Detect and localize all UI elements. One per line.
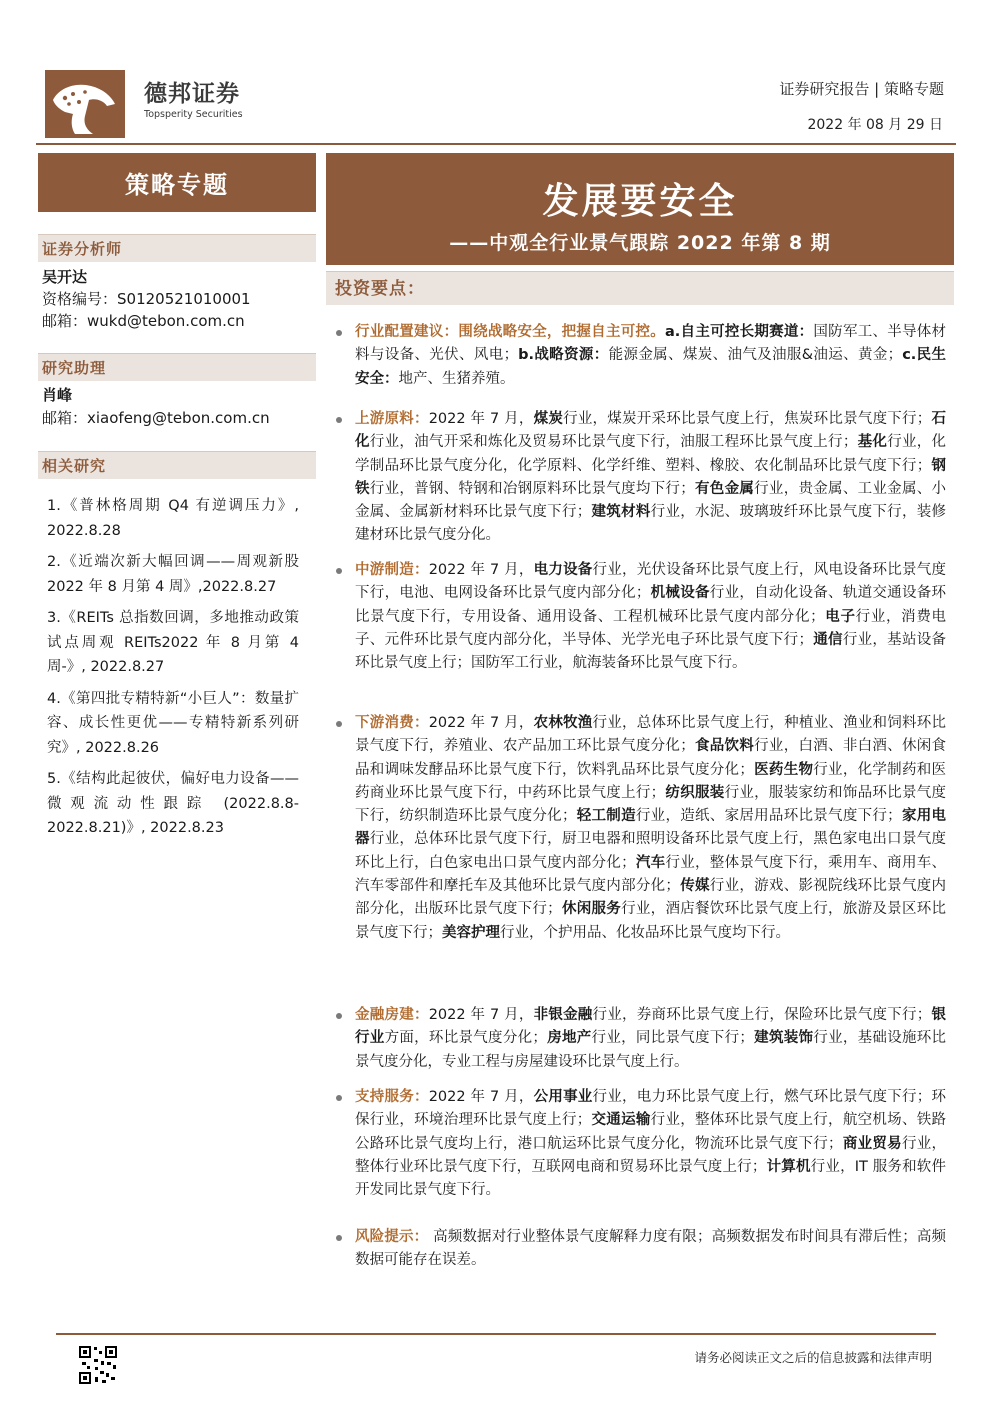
related-research-item[interactable]: 5.《结构此起彼伏，偏好电力设备——微观流动性跟踪 (2022.8.8-2022.8.21)》, 2022.8.23 — [47, 771, 299, 836]
bullet-segment: 行业，个护用品、化妆品环比景气度均下行。 — [500, 924, 790, 941]
bullet-keyword: a.自主可控长期赛道： — [665, 324, 814, 340]
bullet-keyword: 农林牧渔 — [533, 715, 593, 731]
bullet-segment: 行业，电力环比景气度上行，燃气环比景气度下行；环保行业，环境治理环比景气度上行； — [355, 1089, 947, 1129]
bullet-segment: 行业，消费电子、元件环比景气度内部分化，半导体、光学光电子环比景气度下行； — [355, 608, 947, 648]
bullet-segment: 行业，整体环比景气度上行，航空机场、铁路公路环比景气度均上行，港口航运环比景气度分化，物流环比景气度下行； — [355, 1112, 947, 1152]
analyst-name: 吴开达 — [42, 268, 88, 286]
bullet-lead: 支持服务： — [355, 1089, 429, 1105]
bullet-text — [355, 1004, 946, 1074]
bullet-keyword: 非银金融 — [533, 1007, 593, 1023]
bullet-keyword: c.民生安全： — [355, 347, 947, 387]
bullet-keyword: 机械设备 — [650, 585, 710, 602]
bullet-dot-icon — [336, 1235, 342, 1241]
bullet-segment: 国防军工、半导体材料与设备、光伏、风电； — [355, 324, 947, 364]
bullet-segment: 地产、生猪养殖。 — [398, 370, 515, 387]
bullet-finance-realestate — [336, 1004, 946, 1074]
bullet-keyword: 轻工制造 — [576, 808, 636, 825]
bullet-segment: 行业，整体景气度下行，乘用车、商用车、汽车零部件和摩托车及其他环比景气度内部分化； — [355, 854, 947, 895]
bullet-text — [355, 321, 946, 391]
bullet-keyword: 计算机 — [766, 1158, 811, 1175]
bullet-text — [355, 712, 946, 945]
bullet-keyword: 家用电器 — [355, 808, 947, 848]
bullet-dot-icon — [336, 568, 342, 574]
assistant-heading: 研究助理 — [38, 353, 316, 381]
bullet-segment: 行业，造纸、家居用品环比景气度下行； — [635, 808, 902, 825]
bullet-upstream — [336, 408, 946, 548]
logo-text — [144, 80, 243, 121]
bullet-segment: 2022 年 7 月， — [428, 715, 534, 731]
bullet-segment: 行业，自动化设备、轨道交通设备环比景气度下行，专用设备、通用设备、工程机械环比景气度内部分化； — [355, 585, 947, 625]
bullet-segment: 行业，普钢、特钢和冶钢原料环比景气度均下行； — [369, 480, 695, 497]
bullet-keyword: 医药生物 — [753, 761, 814, 778]
bullet-keyword: 休闲服务 — [561, 901, 622, 918]
bullet-dot-icon — [336, 417, 342, 423]
bullet-segment: 行业，酒店餐饮环比景气度上行，旅游及景区环比景气度下行； — [355, 901, 947, 941]
category-banner — [38, 153, 316, 212]
qr-code-icon[interactable] — [78, 1345, 118, 1385]
bullet-segment: 2022 年 7 月， — [428, 1007, 534, 1023]
bullet-segment: 行业，整体行业环比景气度下行，互联网电商和贸易环比景气度上行； — [355, 1135, 947, 1175]
bullet-segment: 行业，水泥、玻璃玻纤环比景气度下行，装修建材环比景气度分化。 — [355, 504, 947, 544]
bullet-segment: 行业，总体环比景气度上行，种植业、渔业和饲料环比景气度下行，养殖业、农产品加工环比景气度分化； — [355, 715, 947, 755]
bullet-segment: 行业，基础设施环比景气度分化，专业工程与房屋建设环比景气度上行。 — [355, 1030, 947, 1070]
bullet-segment: 行业，同比景气度下行； — [591, 1030, 754, 1047]
analyst-email: 邮箱：wukd@tebon.com.cn — [42, 312, 245, 330]
bullet-segment: 2022 年 7 月， — [428, 411, 534, 427]
bullet-segment: 能源金属、煤炭、油气及油服&油运、黄金； — [608, 347, 903, 364]
bullet-lead: 风险提示： — [355, 1229, 429, 1245]
analyst-certificate: 资格编号：S0120521010001 — [42, 290, 251, 308]
bullet-keyword: 石化 — [355, 411, 947, 451]
bullet-keyword: 电子 — [824, 608, 856, 625]
bullet-midstream — [336, 559, 946, 675]
bullet-keyword: 传媒 — [679, 878, 710, 895]
bullet-keyword: 房地产 — [546, 1030, 592, 1047]
assistant-name: 肖峰 — [42, 386, 73, 404]
bullet-dot-icon — [336, 1013, 342, 1019]
assistant-email: 邮箱：xiaofeng@tebon.com.cn — [42, 409, 270, 427]
bullet-segment: 行业，油气开采和炼化及贸易环比景气度下行，油服工程环比景气度上行； — [369, 434, 858, 451]
bullet-segment: 2022 年 7 月， — [428, 1089, 534, 1105]
bullet-segment: 行业，服装家纺和饰品环比景气度下行，纺织制造环比景气度分化； — [355, 784, 947, 825]
bullet-segment: 行业，化学制药和医药商业环比景气度下行，中药环比景气度上行； — [355, 761, 947, 801]
bullet-lead: 上游原料： — [355, 411, 429, 427]
report-date: 2022 年 08 月 29 日 — [807, 117, 943, 133]
bullet-keyword: 基化 — [857, 434, 888, 451]
bullet-text — [355, 1086, 946, 1202]
bullet-keyword: 交通运输 — [591, 1112, 651, 1129]
logo-chinese-name: 德邦证券 — [144, 81, 240, 107]
bullet-keyword: 通信 — [812, 631, 843, 648]
related-research-heading: 相关研究 — [38, 451, 316, 479]
analyst-heading: 证券分析师 — [38, 234, 316, 262]
bullet-lead: 金融房建： — [355, 1007, 429, 1023]
bullet-keyword: 煤炭 — [533, 411, 564, 427]
bullet-allocation — [336, 321, 946, 391]
related-research-list — [47, 494, 299, 848]
bullet-segment: 行业，游戏、影视院线环比景气度内部分化，出版环比景气度下行； — [355, 878, 947, 918]
bullet-text — [355, 1226, 946, 1273]
related-research-item[interactable]: 3.《REITs 总指数回调，多地推动政策试点周观 REITs2022 年 8 月第 4 周-》, 2022.8.27 — [47, 610, 299, 675]
bullet-keyword: 钢铁 — [355, 457, 947, 497]
logo-english-name: Topsperity Securities — [144, 109, 243, 120]
bullet-segment: 行业，光伏设备环比景气度上行，风电设备环比景气度下行，电池、电网设备环比景气度内部分化； — [355, 562, 947, 602]
related-research-item[interactable]: 1.《普林格周期 Q4 有逆调压力》, 2022.8.28 — [47, 498, 299, 539]
bullet-keyword: b.战略资源： — [518, 347, 609, 364]
title-box — [326, 153, 954, 265]
bullet-segment: 2022 年 7 月， — [428, 562, 534, 578]
report-title: 发展要安全 — [542, 181, 738, 222]
bullet-keyword: 有色金属 — [694, 480, 755, 497]
bullet-segment: 行业，贵金属、工业金属、小金属、金属新材料环比景气度下行； — [355, 480, 947, 521]
bullet-segment: 行业，基站设备环比景气度上行；国防军工行业，航海装备环比景气度下行。 — [355, 631, 947, 672]
bullet-keyword: 建筑装饰 — [753, 1030, 814, 1047]
related-research-item[interactable]: 2.《近端次新大幅回调——周观新股 2022 年 8 月第 4 周》,2022.8.27 — [47, 554, 299, 595]
bullet-text — [355, 559, 946, 675]
footer-divider — [56, 1333, 936, 1335]
bullet-segment: 行业，券商环比景气度上行，保险环比景气度下行； — [592, 1007, 932, 1023]
bullet-keyword: 纺织服装 — [665, 784, 725, 801]
bullet-segment: 行业，白酒、非白酒、休闲食品和调味发酵品环比景气度下行，饮料乳品环比景气度分化； — [355, 738, 947, 778]
bullet-segment: 行业，IT 服务和软件开发同比景气度下行。 — [355, 1158, 947, 1199]
bullet-segment: 行业，煤炭开采环比景气度上行，焦炭环比景气度下行； — [563, 411, 932, 427]
bullet-lead: 中游制造： — [355, 562, 429, 578]
bullet-segment: 方面，环比景气度分化； — [384, 1030, 547, 1047]
bullet-segment: 行业，化学制品环比景气度分化，化学原料、化学纤维、塑料、橡胶、农化制品环比景气度下行； — [355, 434, 947, 474]
disclaimer-text: 请务必阅读正文之后的信息披露和法律声明 — [694, 1350, 932, 1365]
header-divider — [36, 143, 956, 145]
bullet-support-services — [336, 1086, 946, 1202]
investment-highlights-heading: 投资要点： — [326, 271, 954, 305]
related-research-item[interactable]: 4.《第四批专精特新“小巨人”：数量扩容、成长性更优——专精特新系列研究》, 2022.8.26 — [47, 690, 299, 756]
bullet-keyword: 食品饮料 — [694, 738, 755, 755]
bullet-keyword: 美容护理 — [442, 924, 500, 941]
report-subtitle: ——中观全行业景气跟踪 2022 年第 8 期 — [449, 232, 831, 254]
bullet-keyword: 电力设备 — [533, 562, 593, 578]
category-banner-label: 策略专题 — [125, 171, 229, 199]
bullet-lead: 行业配置建议：围绕战略安全，把握自主可控。 — [355, 324, 665, 340]
bullet-dot-icon — [336, 330, 342, 336]
bullet-segment: 高频数据对行业整体景气度解释力度有限；高频数据发布时间具有滞后性；高频数据可能存在误差。 — [355, 1229, 947, 1269]
bullet-downstream — [336, 712, 946, 945]
bullet-dot-icon — [336, 721, 342, 727]
bullet-keyword: 银行业 — [355, 1007, 947, 1047]
bullet-risk-warning — [336, 1226, 946, 1273]
document-type: 证券研究报告 | 策略专题 — [779, 80, 944, 98]
bullet-keyword: 商业贸易 — [842, 1135, 902, 1152]
bullet-segment: 行业，总体环比景气度下行，厨卫电器和照明设备环比景气度上行，黑色家电出口景气度环比上行，白色家电出口景气度内部分化； — [355, 831, 947, 871]
bullet-lead: 下游消费： — [355, 715, 429, 731]
bullet-keyword: 汽车 — [635, 854, 666, 871]
bullet-dot-icon — [336, 1095, 342, 1101]
bullet-keyword: 建筑材料 — [591, 504, 651, 521]
company-logo — [45, 70, 125, 138]
bullet-text — [355, 408, 946, 548]
bullet-keyword: 公用事业 — [533, 1089, 593, 1105]
